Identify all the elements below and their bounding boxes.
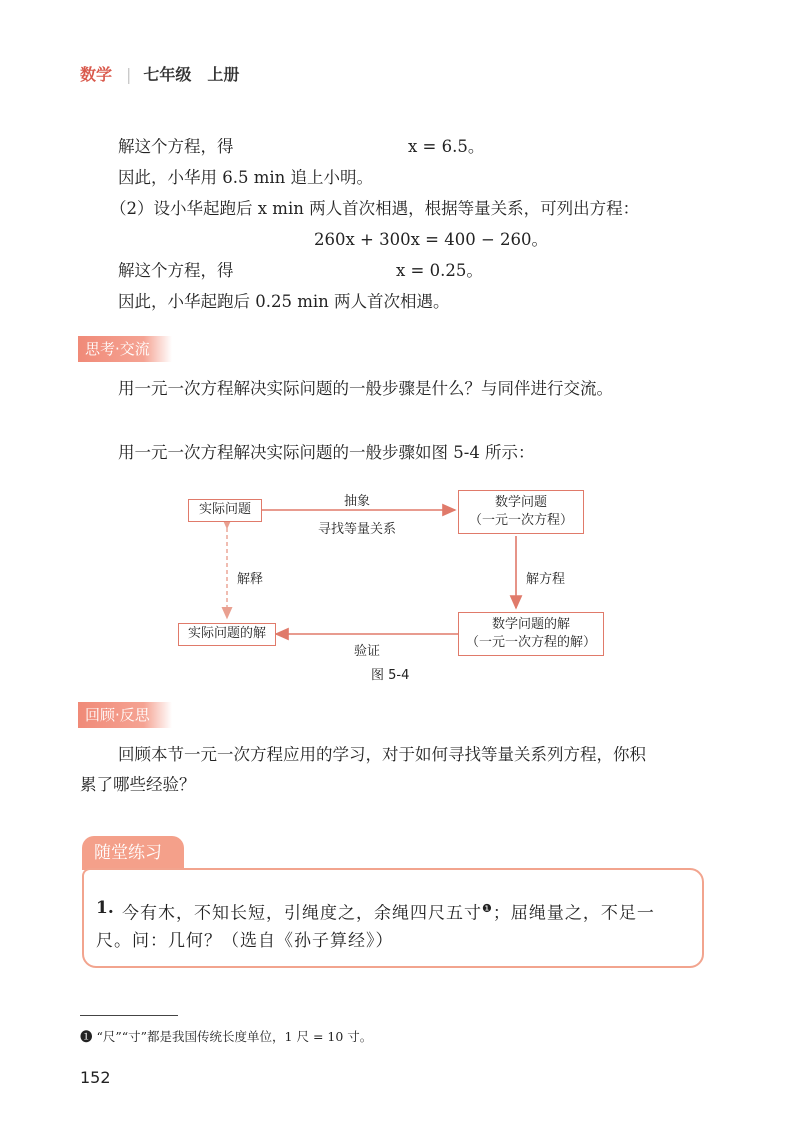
think-question: 用一元一次方程解决实际问题的一般步骤是什么？与同伴进行交流。	[118, 379, 613, 398]
solution-line-6: 因此，小华起跑后 0.25 min 两人首次相遇。	[118, 292, 450, 311]
header-separator: |	[126, 65, 132, 84]
footnote-text: “尺”“寸”都是我国传统长度单位，1 尺 = 10 寸。	[96, 1029, 373, 1044]
figure-caption: 图 5-4	[371, 668, 410, 683]
edge-label-explain: 解释	[237, 572, 264, 587]
page-number: 152	[80, 1068, 111, 1087]
review-line-2: 累了哪些经验？	[80, 775, 196, 794]
subject-label: 数学	[80, 65, 113, 84]
footnote-mark: ❶	[80, 1029, 93, 1044]
node-math-problem	[458, 490, 584, 534]
node-math-solution-title: 数学问题的解	[491, 617, 570, 632]
practice-line-1	[122, 898, 655, 925]
node-real-problem: 实际问题	[188, 499, 262, 522]
think-exchange-tag: 思考·交流	[78, 336, 172, 362]
node-math-problem-title: 数学问题	[494, 495, 547, 510]
review-reflect-tag: 回顾·反思	[78, 702, 172, 728]
practice-title: 随堂练习	[82, 836, 184, 870]
review-line-1: 回顾本节一元一次方程应用的学习，对于如何寻找等量关系列方程，你积	[118, 745, 646, 764]
solution-line-2: 因此，小华用 6.5 min 追上小明。	[118, 168, 374, 187]
edge-label-abstract: 抽象	[344, 494, 371, 509]
node-math-problem-subtitle: （一元一次方程）	[468, 513, 573, 528]
solution-line-1-text: 解这个方程，得	[118, 137, 234, 156]
edge-label-solve: 解方程	[526, 572, 566, 587]
practice-line-1-b: ；屈绳量之，不足一	[492, 903, 655, 924]
edge-label-verify: 验证	[354, 644, 381, 659]
footnote-rule	[80, 1015, 178, 1016]
solution-line-5-text: 解这个方程，得	[118, 261, 234, 280]
figure-intro: 用一元一次方程解决实际问题的一般步骤如图 5-4 所示：	[118, 443, 535, 462]
solution-line-1-math: x = 6.5。	[408, 137, 485, 156]
edge-label-find-relation: 寻找等量关系	[318, 522, 397, 537]
practice-line-2: 尺。问：几何？（选自《孙子算经》）	[96, 931, 394, 951]
practice-number: 1.	[96, 898, 114, 918]
practice-footnote-mark: ❶	[482, 902, 493, 915]
solution-line-3: （2）设小华起跑后 x min 两人首次相遇，根据等量关系，可列出方程：	[110, 199, 640, 218]
grade-label: 七年级 上册	[143, 65, 240, 84]
solution-line-5-math: x = 0.25。	[396, 261, 483, 280]
equation: 260x + 300x = 400 − 260。	[314, 230, 549, 249]
practice-line-1-a: 今有木，不知长短，引绳度之，余绳四尺五寸	[122, 903, 482, 924]
footnote	[80, 1027, 372, 1045]
node-real-solution: 实际问题的解	[178, 623, 276, 646]
node-math-solution-subtitle: （一元一次方程的解）	[465, 635, 596, 650]
node-math-solution	[458, 612, 604, 656]
